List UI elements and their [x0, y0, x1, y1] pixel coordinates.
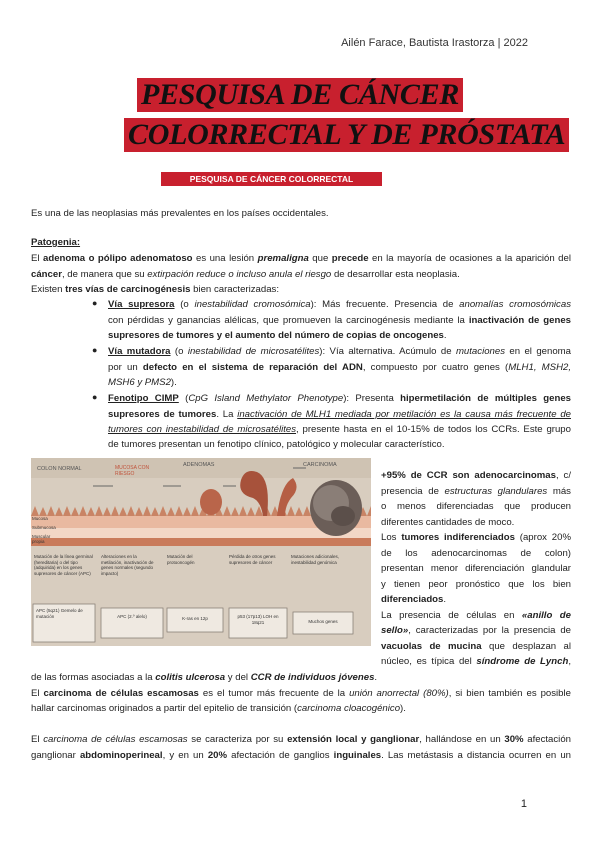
right-line-4: diferentes cantidades de moco. [381, 517, 515, 528]
right-line-12: vacuolas de mucina que desplazan al [381, 641, 571, 652]
side-label-submucosa: Submucosa [32, 525, 56, 530]
patogenia-heading: Patogenia: [31, 237, 81, 248]
bullet-2-line-1: Vía mutadora (o inestabilidad de microsatélites): Vía alternativa. Acúmulo de mutaciones en el genoma [108, 346, 571, 357]
stage-label-adenoma: ADENOMAS [183, 462, 215, 468]
gene-box-4: p53 (17p13) LOH en 18q21 [237, 614, 279, 625]
bullet-1-line-2: con pérdidas y ganancias alélicas, que promueven la carcinogénesis mediante la inactivación de genes [108, 315, 571, 326]
gene-box-2: APC (2.º alelo) [117, 614, 147, 619]
bullet-2-line-3: MSH6 y PMS2). [108, 377, 177, 388]
patogenia-para-line-2: cáncer, de manera que su extirpación reduce o incluso anula el riesgo de desarrollar esta neoplasia. [31, 269, 460, 280]
bullet-3-line-3: tumores con inestabilidad de microsatélites, presente hasta en el 10-15% de todos los CCRs. Este grupo [108, 424, 571, 435]
title-line-1: PESQUISA DE CÁNCER [137, 78, 463, 112]
section-subheading: PESQUISA DE CÁNCER COLORRECTAL [161, 172, 382, 186]
right-line-13: núcleo, es típica del síndrome de Lynch, [381, 656, 571, 667]
right-line-7: presentan menor diferenciación glandular [381, 563, 571, 574]
stage-label-risk: MUCOSA CON RIESGO [115, 465, 150, 477]
gene-box-5: Muchos genes [308, 619, 338, 624]
patogenia-para-2: Existen tres vías de carcinogénesis bien caracterizadas: [31, 284, 279, 295]
patogenia-para-line-1: El adenoma o pólipo adenomatoso es una lesión premaligna que precede en la mayoría de ocasiones a la aparición del [31, 253, 571, 264]
header-authors: Ailén Farace, Bautista Irastorza | 2022 [341, 37, 528, 49]
after-line-5: ganglionar abdominoperineal, y en un 20% afectación de ganglios inguinales. Las metástasis a distancia ocurren en un [31, 750, 572, 761]
stage-label-carcinoma: CARCINOMA [303, 462, 337, 468]
side-label-muscular: Muscular propia [32, 534, 51, 544]
right-line-8: y tienen peor pronóstico que los bien [381, 579, 571, 590]
after-line-2: El carcinoma de células escamosas es el tumor más frecuente de la unión anorrectal (80%), si bien también es posible [31, 688, 571, 699]
title-line-2: COLORRECTAL Y DE PRÓSTATA [124, 118, 569, 152]
right-line-2: presencia de estructuras glandulares más [381, 486, 571, 497]
caption-4: Pérdida de otros genes supresores de cáncer [229, 554, 276, 565]
right-line-9: diferenciados. [381, 594, 447, 605]
caption-1: Mutación de la línea germinal (hereditaria) o del tipo (adquirida) en los genes supresores de cáncer (APC) [34, 554, 93, 576]
after-line-1: de las formas asociadas a la colitis ulcerosa y del CCR de individuos jóvenes. [31, 672, 378, 683]
carcinogenesis-figure [31, 458, 371, 646]
right-line-1: +95% de CCR son adenocarcinomas, c/ [381, 470, 571, 481]
gene-box-1: APC (5q21) Gemelo de mutación [36, 608, 83, 619]
caption-3: Mutación del protooncogén [167, 554, 195, 565]
bullet-1-line-3: supresores de tumores y el aumento del número de copias de oncogenes. [108, 330, 447, 341]
right-line-5: Los tumores indiferenciados (aprox 20% [381, 532, 571, 543]
bullet-2-line-2: por un defecto en el sistema de reparación del ADN, compuesto por cuatro genes (MLH1, MSH2, [108, 362, 571, 373]
bullet-3-line-2: supresores de tumores. La inactivación de MLH1 mediada por metilación es la causa más frecuente de [108, 409, 571, 420]
after-line-4: El carcinoma de células escamosas se caracteriza por su extensión local y ganglionar, hallándose en un 30% afectación [31, 734, 571, 745]
bullet-3-line-1: Fenotipo CIMP (CpG Island Methylator Phenotype): Presenta hipermetilación de múltiples genes [108, 393, 571, 404]
right-line-3: o menos diferenciadas que producen [381, 501, 571, 512]
gene-box-3: K-ras en 12p [182, 616, 208, 621]
stage-label-normal: COLON NORMAL [37, 466, 82, 472]
bullet-dot: ● [92, 298, 98, 308]
bullet-dot: ● [92, 345, 98, 355]
right-line-11: sello», caracterizadas por la presencia de [381, 625, 571, 636]
after-line-3: hallar carcinomas originados a partir del epitelio de transición (carcinoma cloacogénico). [31, 703, 406, 714]
bullet-3-line-4: de tumores presentan un fenotipo clínico, patológico y molecular característico. [108, 439, 445, 450]
page-number: 1 [520, 798, 527, 810]
right-line-10: La presencia de células en «anillo de [381, 610, 571, 621]
caption-5: Mutaciones adicionales, inestabilidad genómica [291, 554, 340, 565]
intro-text: Es una de las neoplasias más prevalentes en los países occidentales. [31, 208, 329, 219]
caption-2: Alteraciones en la metilación, inactivación de genes normales (segundo impacto) [101, 554, 154, 576]
bullet-dot: ● [92, 392, 98, 402]
side-label-mucosa: Mucosa [32, 516, 48, 521]
bullet-1-line-1: Vía supresora (o inestabilidad cromosómica): Más frecuente. Presencia de anomalías cromosómicas [108, 299, 571, 310]
right-line-6: de los adenocarcinomas de colon) [381, 548, 571, 559]
